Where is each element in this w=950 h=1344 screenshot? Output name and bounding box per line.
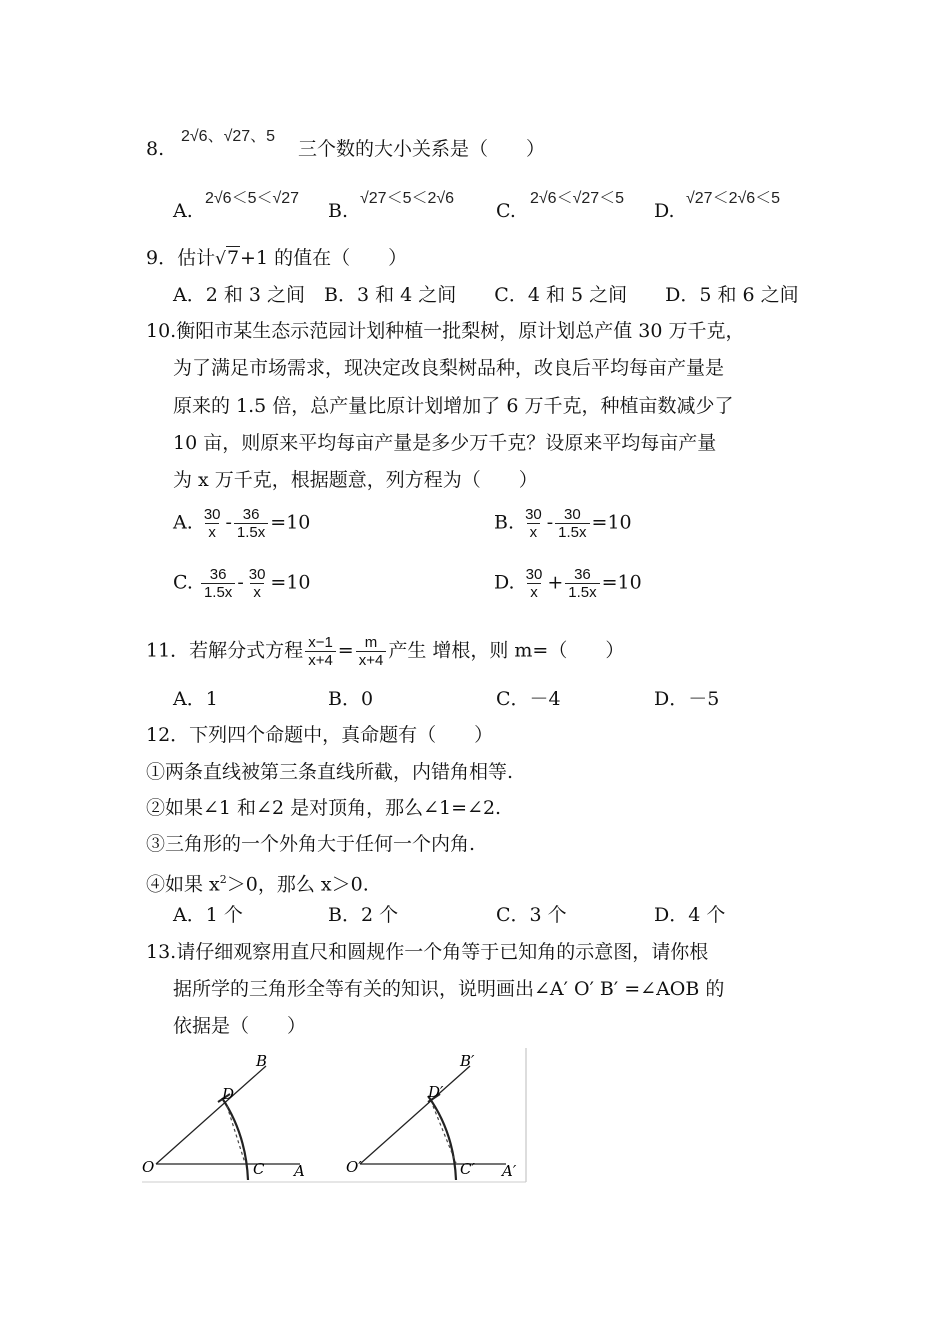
q8-option-b-expr: √27＜5＜2√6: [360, 190, 455, 207]
equals-sign: =: [337, 639, 354, 662]
numerator: 30: [525, 506, 542, 523]
q10-line-3: 原来的 1.5 倍，总产量比原计划增加了 6 万千克，种植亩数减少了: [173, 395, 734, 417]
q9-stem-post: +1 的值在（ ）: [240, 247, 408, 269]
q8-option-c-label: C.: [496, 200, 516, 222]
q9-stem-pre: 9．估计: [146, 247, 216, 269]
numerator: 30: [203, 506, 221, 523]
q12-statement-4: [146, 867, 369, 897]
q8-option-a-expr: 2√6＜5＜√27: [205, 190, 300, 207]
fraction: [305, 634, 336, 669]
label-a: A: [294, 1162, 305, 1180]
q12-option-d: D．4 个: [654, 904, 726, 926]
fraction: [523, 566, 546, 601]
q10-option-c-label: C.: [173, 571, 193, 594]
q11-stem: [146, 634, 624, 669]
numerator: m: [364, 634, 378, 651]
q8-option-a-label: A.: [173, 200, 193, 222]
fraction: [234, 506, 268, 541]
q10-line-5: 为 x 万千克，根据题意，列方程为（ ）: [173, 469, 538, 491]
ray-ob: [156, 1066, 266, 1164]
q11-stem-pre: 11．若解分式方程: [146, 639, 304, 662]
q8-number: 8.: [146, 138, 165, 160]
numerator: 36: [242, 506, 260, 523]
equals-ten: =10: [270, 511, 311, 534]
q10-option-b: [494, 506, 632, 541]
denominator: x+4: [356, 651, 387, 669]
q10-option-d-label: D.: [494, 571, 515, 594]
label-d-prime: D′: [428, 1083, 444, 1101]
q8-option-c-expr: 2√6＜√27＜5: [530, 190, 625, 207]
q12-stem: 12．下列四个命题中，真命题有（ ）: [146, 724, 494, 746]
q11-option-c: C．－4: [496, 688, 561, 710]
equals-ten: =10: [270, 571, 311, 594]
fraction: [356, 634, 387, 669]
minus-sign: -: [225, 511, 232, 534]
numerator: 30: [525, 566, 543, 583]
minus-sign: -: [237, 571, 244, 594]
q10-option-b-label: B.: [494, 511, 515, 534]
numerator: 30: [248, 566, 266, 583]
left-angle: [142, 1052, 305, 1180]
q9-stem: [146, 245, 407, 272]
q10-line-4: 10 亩，则原来平均每亩产量是多少万千克？设原来平均每亩产量: [173, 432, 717, 454]
ray-o-b-prime: [360, 1066, 470, 1164]
q12-statement-1: ①两条直线被第三条直线所截，内错角相等.: [146, 761, 514, 783]
superscript: 2: [219, 873, 227, 886]
q8-option-d-label: D.: [654, 200, 675, 222]
label-c-prime: C′: [460, 1160, 475, 1178]
fraction: [201, 566, 235, 601]
q13-line-3: 依据是（ ）: [173, 1015, 307, 1037]
q12-option-a: A．1 个: [173, 904, 243, 926]
q12-s4-post: ＞0，那么 x＞0.: [226, 873, 369, 896]
q9-radicand: 7: [226, 247, 240, 269]
q10-option-a-label: A.: [173, 511, 193, 534]
q10-option-d: [494, 566, 642, 601]
q11-option-a: A．1: [173, 688, 218, 710]
plus-sign: +: [547, 571, 564, 594]
q10-option-c: [173, 566, 311, 601]
denominator: 1.5x: [234, 523, 268, 541]
label-d: D: [222, 1085, 235, 1103]
q13-line-2: 据所学的三角形全等有关的知识，说明画出∠A′ O′ B′ =∠AOB 的: [173, 978, 725, 1000]
numerator: 36: [574, 566, 591, 583]
right-angle: [346, 1052, 517, 1180]
fraction: [246, 566, 269, 601]
denominator: x: [527, 583, 541, 601]
equals-ten: =10: [591, 511, 632, 534]
q10-line-2: 为了满足市场需求，现决定改良梨树品种，改良后平均每亩产量是: [173, 357, 725, 379]
label-o: O: [142, 1158, 155, 1176]
q8-expression: 2√6、√27、5: [181, 128, 276, 145]
construction-figure: [140, 1046, 530, 1186]
arc-cd: [222, 1098, 248, 1180]
denominator: x: [527, 523, 541, 541]
q10-option-a: [173, 506, 310, 541]
q11-option-d: D．－5: [654, 688, 720, 710]
label-b-prime: B′: [460, 1052, 475, 1070]
label-c: C: [253, 1160, 265, 1178]
numerator: 30: [564, 506, 581, 523]
q11-stem-post: 产生 增根，则 m=（ ）: [388, 639, 625, 662]
numerator: 36: [209, 566, 227, 583]
label-a-prime: A′: [502, 1162, 517, 1180]
q12-s4-pre: ④如果 x: [146, 873, 220, 896]
denominator: 1.5x: [201, 583, 235, 601]
label-o-prime: O′: [346, 1158, 362, 1176]
q12-option-c: C．3 个: [496, 904, 567, 926]
denominator: 1.5x: [555, 523, 589, 541]
fraction: [522, 506, 545, 541]
q9-options: A．2 和 3 之间 B．3 和 4 之间 C．4 和 5 之间 D．5 和 6 之间: [173, 284, 799, 306]
segment-cd: [227, 1106, 245, 1163]
q12-option-b: B．2 个: [328, 904, 399, 926]
sqrt-icon: √: [215, 249, 226, 269]
q8-option-d-expr: √27＜2√6＜5: [686, 190, 781, 207]
denominator: 1.5x: [565, 583, 599, 601]
q11-option-b: B．0: [328, 688, 374, 710]
denominator: x: [205, 523, 219, 541]
q8-option-b-label: B.: [328, 200, 349, 222]
denominator: x: [250, 583, 264, 601]
label-b: B: [256, 1052, 268, 1070]
q12-statement-2: ②如果∠1 和∠2 是对顶角，那么∠1=∠2.: [146, 797, 502, 819]
fraction: [201, 506, 224, 541]
denominator: x+4: [305, 651, 336, 669]
fraction: [565, 566, 599, 601]
arc-c-d-prime: [428, 1096, 456, 1180]
minus-sign: -: [546, 511, 554, 534]
q8-stem: 三个数的大小关系是（ ）: [298, 138, 546, 160]
fraction: [555, 506, 589, 541]
q12-statement-3: ③三角形的一个外角大于任何一个内角.: [146, 833, 476, 855]
numerator: x−1: [308, 634, 333, 651]
equals-ten: =10: [601, 571, 642, 594]
q8-line: [146, 136, 164, 162]
q13-line-1: 13.请仔细观察用直尺和圆规作一个角等于已知角的示意图，请你根: [146, 941, 709, 963]
q10-line-1: 10.衡阳市某生态示范园计划种植一批梨树，原计划总产值 30 万千克，: [146, 320, 745, 342]
